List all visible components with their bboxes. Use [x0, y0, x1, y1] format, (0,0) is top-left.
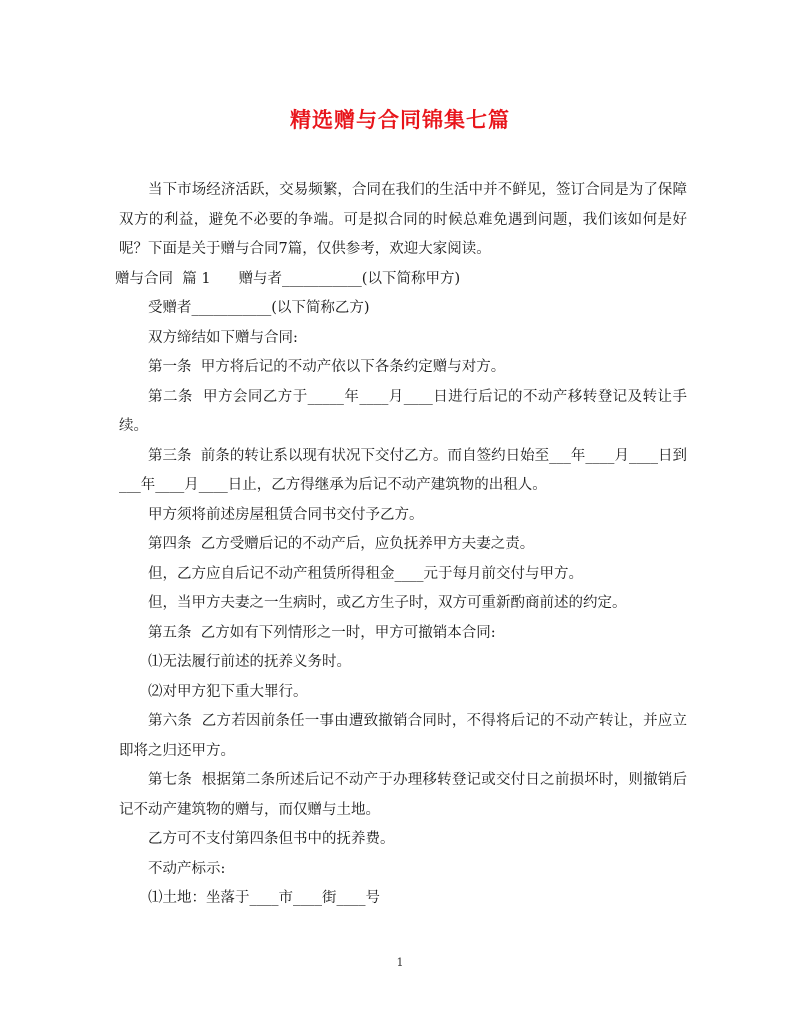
contract-heading-label: 赠与合同 篇 1	[115, 270, 211, 287]
paragraph-property-label: 不动产标示:	[148, 860, 226, 877]
paragraph-article-7: 第七条 根据第二条所述后记不动产于办理移转登记或交付日之前损坏时，则撤销后记不动产建筑物的赠与，而仅赠与土地。	[119, 772, 687, 818]
contract-heading-line	[115, 265, 687, 295]
paragraph-condition-2: ⑵对甲方犯下重大罪行。	[148, 683, 308, 700]
paragraph-article-4: 第四条 乙方受赠后记的不动产后，应负抚养甲方夫妻之责。	[148, 536, 535, 552]
paragraph-article-2: 第二条 甲方会同乙方于_____年____月____日进行后记的不动产移转登记及转让手续。	[119, 388, 687, 434]
intro-paragraph: 当下市场经济活跃，交易频繁，合同在我们的生活中并不鲜见，签订合同是为了保障双方的利益，避免不必要的争端。可是拟合同的时候总难免遇到问题，我们该如何是好呢？下面是关于赠与合同7篇，仅供参考，欢迎大家阅读。	[119, 182, 687, 257]
paragraph-support-fee: 乙方可不支付第四条但书中的抚养费。	[148, 831, 395, 847]
document-body	[115, 176, 687, 914]
paragraph-article-6: 第六条 乙方若因前条任一事由遭致撤销合同时，不得将后记的不动产转让，并应立即将之归还甲方。	[119, 713, 687, 759]
paragraph-article-3: 第三条 前条的转让系以现有状况下交付乙方。而自签约日始至___年____月____日到___年____月____日止，乙方得继承为后记不动产建筑物的出租人。	[119, 447, 687, 493]
paragraph-land: ⑴土地：坐落于____市____街____号	[148, 890, 380, 906]
page-number: 1	[396, 956, 404, 969]
donor-line: 赠与者___________(以下简称甲方)	[238, 270, 461, 287]
document-title: 精选赠与合同锦集七篇	[290, 108, 510, 132]
paragraph-article-1: 第一条 甲方将后记的不动产依以下各条约定赠与对方。	[148, 359, 506, 375]
paragraph-rent: 但，乙方应自后记不动产租赁所得租金____元于每月前交付与甲方。	[148, 565, 583, 582]
paragraph-lease-delivery: 甲方须将前述房屋租赁合同书交付予乙方。	[148, 506, 424, 523]
paragraph-recipient: 受赠者___________(以下简称乙方)	[148, 300, 370, 316]
paragraph-agreement: 双方缔结如下赠与合同:	[148, 329, 298, 346]
paragraph-article-5: 第五条 乙方如有下列情形之一时，甲方可撤销本合同:	[148, 624, 496, 641]
paragraph-renegotiate: 但，当甲方夫妻之一生病时，或乙方生子时，双方可重新酌商前述的约定。	[148, 595, 627, 611]
paragraph-condition-1: ⑴无法履行前述的抚养义务时。	[148, 654, 351, 670]
